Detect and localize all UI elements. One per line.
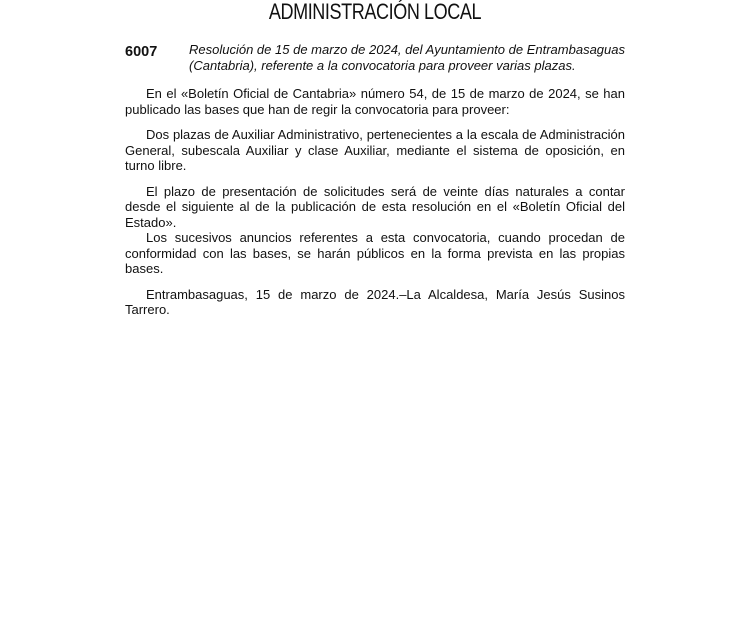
body-paragraph-3: El plazo de presentación de solicitudes será de veinte días naturales a contar desde el siguiente al de la publicación de esta resolución en el «Boletín Oficial del Estado». xyxy=(125,183,625,230)
body-paragraph-4: Los sucesivos anuncios referentes a esta convocatoria, cuando procedan de conformidad con las bases, se harán públicos en la forma prevista en las propias bases. xyxy=(125,230,625,276)
section-heading: ADMINISTRACIÓN LOCAL xyxy=(268,0,482,24)
announcement-title: Resolución de 15 de marzo de 2024, del Ayuntamiento de Entrambasaguas (Cantabria), referente a la convocatoria para proveer varias plazas. xyxy=(189,42,625,73)
announcement-header xyxy=(125,42,625,73)
body-paragraph-1: En el «Boletín Oficial de Cantabria» número 54, de 15 de marzo de 2024, se han publicado las bases que han de regir la convocatoria para proveer: xyxy=(125,86,625,117)
body-paragraph-2: Dos plazas de Auxiliar Administrativo, pertenecientes a la escala de Administración General, subescala Auxiliar y clase Auxiliar, mediante el sistema de oposición, en turno libre. xyxy=(125,127,625,173)
signature-line: Entrambasaguas, 15 de marzo de 2024.–La Alcaldesa, María Jesús Susinos Tarrero. xyxy=(125,286,625,317)
announcement-number: 6007 xyxy=(125,44,158,60)
announcement-entry xyxy=(125,42,625,328)
